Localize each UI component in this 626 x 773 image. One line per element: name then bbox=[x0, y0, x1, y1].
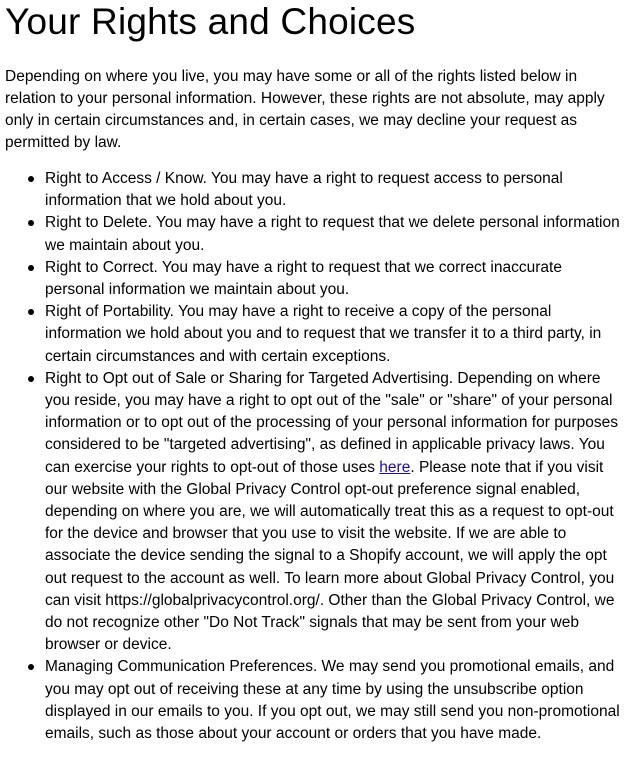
opt-out-text-before: Right to Opt out of Sale or Sharing for Targeted Advertising. Depending on where you reside, you may have a right to opt out of the "sale" or "share" of your personal information or to opt out of the processing of your personal information for purposes considered to be "targeted advertising", as defined in applicable privacy laws. You can exercise your rights to opt-out of those uses bbox=[45, 369, 618, 476]
communication-preferences-item: Managing Communication Preferences. We may send you promotional emails, and you may opt out of receiving these at any time by using the unsubscribe option displayed in our emails to you. If you opt out, we may still send you non-promotional emails, such as those about your account or orders that you have made. bbox=[45, 656, 620, 745]
right-portability-item: Right of Portability. You may have a right to receive a copy of the personal information we hold about you and to request that we transfer it to a third party, in certain circumstances and with certain exceptions. bbox=[45, 301, 620, 368]
opt-out-text-after: . Please note that if you visit our website with the Global Privacy Control opt-out preference signal enabled, depending on where you are, we will automatically treat this as a request to opt-out for the device and browser that you use to visit the website. If we are able to associate the device sending the signal to a Shopify account, we will apply the opt out request to the account as well. To learn more about Global Privacy Control, you can visit https://globalprivacycontrol.org/. Other than the Global Privacy Control, we do not recognize other "Do Not Track" signals that may be sent from your web browser or device. bbox=[45, 458, 615, 654]
right-opt-out-item bbox=[45, 368, 620, 657]
opt-out-here-link[interactable]: here bbox=[379, 458, 411, 476]
rights-list bbox=[5, 168, 620, 745]
right-delete-item: Right to Delete. You may have a right to request that we delete personal information we maintain about you. bbox=[45, 212, 620, 256]
right-correct-item: Right to Correct. You may have a right to request that we correct inaccurate personal information we maintain about you. bbox=[45, 257, 620, 301]
intro-paragraph: Depending on where you live, you may have some or all of the rights listed below in relation to your personal information. However, these rights are not absolute, may apply only in certain circumstances and, in certain cases, we may decline your request as permitted by law. bbox=[5, 68, 605, 151]
right-access-item: Right to Access / Know. You may have a right to request access to personal information that we hold about you. bbox=[45, 168, 620, 212]
section-heading: Your Rights and Choices bbox=[5, 1, 416, 42]
